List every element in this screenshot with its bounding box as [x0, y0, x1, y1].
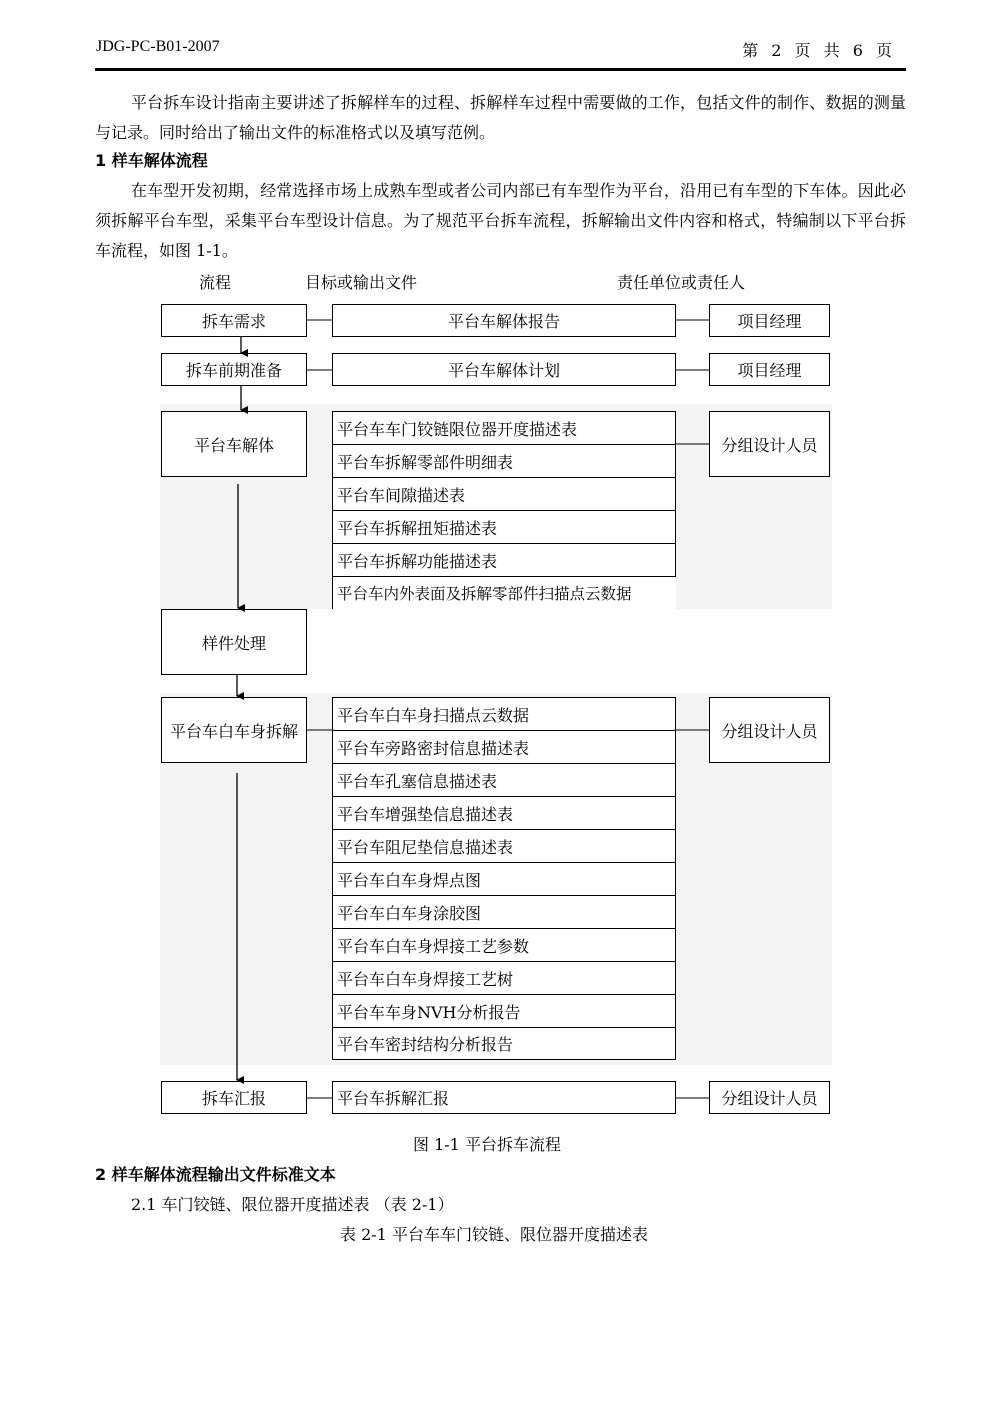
- output-box-report: 平台车拆解汇报: [332, 1081, 676, 1114]
- output-item: 平台车拆解功能描述表: [332, 543, 676, 577]
- section1-title: 1 样车解体流程: [95, 151, 208, 170]
- owner-box-demand: 项目经理: [709, 304, 830, 337]
- output-item: 平台车拆解扭矩描述表: [332, 510, 676, 544]
- owner-box-report: 分组设计人员: [709, 1081, 830, 1114]
- output-item: 平台车密封结构分析报告: [332, 1027, 676, 1060]
- output-item: 平台车白车身扫描点云数据: [332, 697, 676, 731]
- page-info: 第 2 页 共 6 页: [742, 41, 896, 60]
- step-box-report: 拆车汇报: [161, 1081, 307, 1114]
- output-item: 平台车旁路密封信息描述表: [332, 730, 676, 764]
- step-box-biw-disassembly: 平台车白车身拆解: [161, 697, 307, 763]
- subsection-2-1: 2.1 车门铰链、限位器开度描述表 （表 2-1）: [131, 1195, 454, 1214]
- col-header-output: 目标或输出文件: [305, 273, 418, 292]
- output-box-preparation: 平台车解体计划: [332, 353, 676, 386]
- step-box-demand: 拆车需求: [161, 304, 307, 337]
- output-item: 平台车白车身涂胶图: [332, 895, 676, 929]
- output-item: 平台车拆解零部件明细表: [332, 444, 676, 478]
- output-item: 平台车车身NVH分析报告: [332, 994, 676, 1028]
- section2-title: 2 样车解体流程输出文件标准文本: [95, 1165, 336, 1184]
- output-item: 平台车白车身焊接工艺参数: [332, 928, 676, 962]
- output-item: 平台车内外表面及拆解零部件扫描点云数据: [332, 576, 676, 609]
- output-box-demand: 平台车解体报告: [332, 304, 676, 337]
- doc-code: JDG-PC-B01-2007: [96, 38, 220, 55]
- step-box-disassembly: 平台车解体: [161, 411, 307, 477]
- owner-box-preparation: 项目经理: [709, 353, 830, 386]
- intro-paragraph: 平台拆车设计指南主要讲述了拆解样车的过程、拆解样车过程中需要做的工作，包括文件的制作、数据的测量与记录。同时给出了输出文件的标准格式以及填写范例。: [95, 93, 906, 142]
- output-item: 平台车白车身焊接工艺树: [332, 961, 676, 995]
- figure-caption: 图 1-1 平台拆车流程: [413, 1135, 561, 1154]
- output-item: 平台车白车身焊点图: [332, 862, 676, 896]
- owner-box-disassembly: 分组设计人员: [709, 411, 830, 477]
- step-box-sample-processing: 样件处理: [161, 609, 307, 675]
- owner-box-biw: 分组设计人员: [709, 697, 830, 763]
- output-item: 平台车车门铰链限位器开度描述表: [332, 411, 676, 445]
- section1-paragraph: 在车型开发初期，经常选择市场上成熟车型或者公司内部已有车型作为平台，沿用已有车型的下车体。因此必须拆解平台车型，采集平台车型设计信息。为了规范平台拆车流程，拆解输出文件内容和格式，特编制以下平台拆车流程，如图 1-1。: [95, 181, 906, 260]
- output-item: 平台车间隙描述表: [332, 477, 676, 511]
- col-header-owner: 责任单位或责任人: [617, 273, 746, 292]
- step-box-preparation: 拆车前期准备: [161, 353, 307, 386]
- table-caption: 表 2-1 平台车车门铰链、限位器开度描述表: [340, 1225, 648, 1244]
- output-item: 平台车孔塞信息描述表: [332, 763, 676, 797]
- output-item: 平台车阻尼垫信息描述表: [332, 829, 676, 863]
- col-header-process: 流程: [199, 273, 232, 292]
- output-item: 平台车增强垫信息描述表: [332, 796, 676, 830]
